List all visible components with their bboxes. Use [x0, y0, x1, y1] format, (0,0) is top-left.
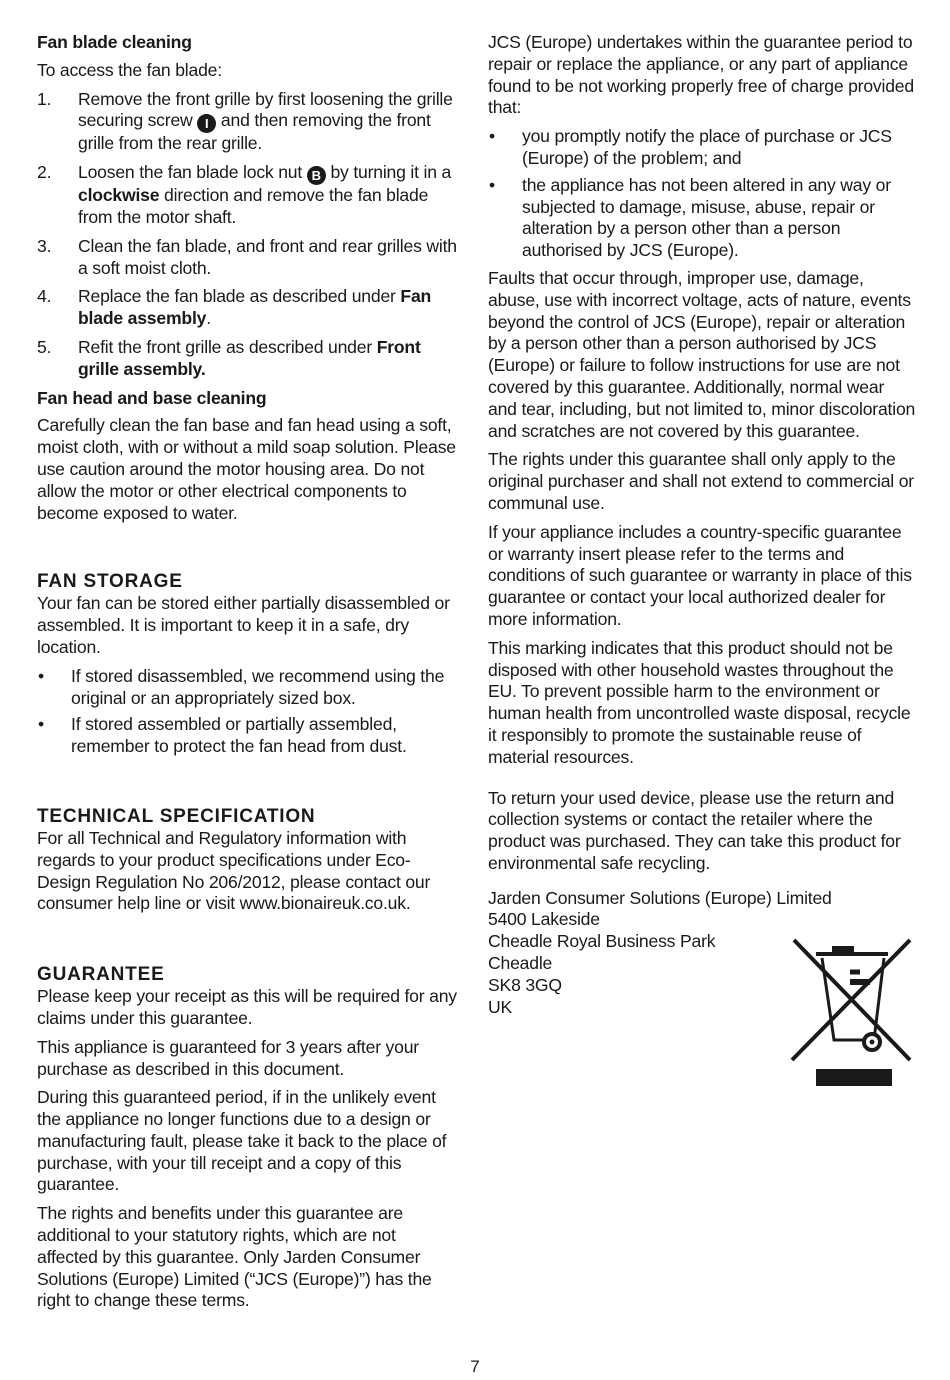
bullet-text: the appliance has not been altered in any way or subjected to damage, misuse, abuse, repair or alteration by a person other than a person authorised by JCS (Europe).	[522, 174, 891, 261]
step-number: 2.	[37, 162, 52, 183]
step-text: by turning it in a	[325, 162, 452, 183]
fan-storage-text: Your fan can be stored either partially disassembled or assembled. It is important to keep it in a safe, dry location.	[37, 593, 450, 657]
guarantee-paragraph: During this guaranteed period, if in the unlikely event the appliance no longer functions due to a design or manufacturing fault, please take it back to the place of purchase, with your till receipt and a copy of this guarantee.	[37, 1087, 447, 1195]
step-emphasis: Fan blade assembly	[78, 286, 432, 329]
fan-head-cleaning-heading: Fan head and base cleaning	[37, 387, 267, 408]
address-line: Cheadle	[488, 953, 553, 974]
list-item	[37, 666, 461, 710]
left-column	[37, 32, 461, 1319]
storage-bullets	[37, 666, 461, 758]
guarantee-paragraph: The rights under this guarantee shall only apply to the original purchaser and shall not extend to commercial or communal use.	[488, 449, 914, 513]
address-line: SK8 3GQ	[488, 974, 562, 995]
step-emphasis: clockwise	[78, 185, 160, 206]
list-item	[488, 126, 916, 170]
guarantee-paragraph: Faults that occur through, improper use, damage, abuse, use with incorrect voltage, acts of nature, events beyond the control of JCS (Europe), repair or alteration by a person other than a person authorised by JCS (Europe) or failure to follow instructions for use are not covered by this guarantee. Additionally, normal wear and tear, including, but not limited to, minor discoloration and scratches are not covered by this guarantee.	[488, 267, 916, 441]
step-3	[37, 236, 461, 280]
step-number: 4.	[37, 286, 52, 307]
bullet-icon: •	[38, 665, 44, 686]
page-number: 7	[470, 1357, 480, 1376]
part-i-badge-icon: I	[197, 114, 216, 133]
right-column	[488, 32, 916, 1018]
address-line: UK	[488, 996, 513, 1017]
step-number: 5.	[37, 336, 52, 357]
guarantee-paragraph: If your appliance includes a country-specific guarantee or warranty insert please refer to the terms and conditions of such guarantee or warranty in place of this guarantee or contact your local authorized dealer for more information.	[488, 521, 912, 629]
list-item	[488, 175, 916, 262]
step-4	[37, 286, 461, 330]
part-b-badge-icon: B	[307, 166, 326, 185]
return-paragraph: To return your used device, please use the return and collection systems or contact the retailer where the product was purchased. They can take this product for environmental safe recycling.	[488, 787, 901, 873]
step-text: Clean the fan blade, and front and rear grilles with a soft moist cloth.	[78, 235, 457, 278]
step-number: 3.	[37, 235, 52, 256]
guarantee-conditions	[488, 126, 916, 262]
weee-paragraph: This marking indicates that this product should not be disposed with other household wastes throughout the EU. To prevent possible harm to the environment or human health from uncontrolled waste disposal, recycle it responsibly to promote the sustainable reuse of material resources.	[488, 637, 911, 767]
step-text: Loosen the fan blade lock nut	[78, 162, 307, 183]
fan-blade-steps	[37, 89, 461, 381]
step-text: .	[206, 308, 211, 329]
guarantee-paragraph: This appliance is guaranteed for 3 years after your purchase as described in this document.	[37, 1036, 419, 1079]
fan-blade-cleaning-heading: Fan blade cleaning	[37, 32, 192, 52]
guarantee-paragraph: Please keep your receipt as this will be required for any claims under this guarantee.	[37, 986, 457, 1028]
guarantee-paragraph: The rights and benefits under this guarantee are additional to your statutory rights, which are not affected by this guarantee. Only Jarden Consumer Solutions (Europe) Limited (“JCS (Europe)”) has the right to change these terms.	[37, 1203, 432, 1311]
bullet-icon: •	[489, 126, 495, 147]
step-text: direction and remove the fan blade from the motor shaft.	[78, 185, 429, 227]
bullet-text: If stored assembled or partially assembled, remember to protect the fan head from dust.	[71, 714, 407, 757]
bullet-text: If stored disassembled, we recommend using the original or an appropriately sized box.	[71, 665, 445, 708]
step-text: Replace the fan blade as described under	[78, 286, 401, 307]
step-text: Refit the front grille as described under	[78, 336, 377, 357]
step-emphasis: Front grille assembly.	[78, 336, 421, 379]
technical-specification-heading: TECHNICAL SPECIFICATION	[37, 805, 316, 827]
crossed-out-wheelie-bin-icon	[788, 932, 914, 1092]
step-text: and then removing the front grille from the rear grille.	[78, 110, 431, 154]
step-number: 1.	[37, 88, 52, 109]
fan-head-cleaning-text: Carefully clean the fan base and fan head using a soft, moist cloth, with or without a mild soap solution. Please use caution around the motor housing area. Do not allow the motor or other electrical components to become exposed to water.	[37, 415, 456, 523]
guarantee-heading: GUARANTEE	[37, 964, 165, 986]
fan-blade-intro: To access the fan blade:	[37, 59, 222, 80]
step-text: Remove the front grille by first loosening the grille securing screw	[78, 88, 453, 131]
bullet-text: you promptly notify the place of purchase or JCS (Europe) of the problem; and	[522, 126, 892, 168]
list-item	[37, 714, 461, 758]
step-5	[37, 337, 461, 381]
address-line: Cheadle Royal Business Park	[488, 931, 716, 952]
bullet-icon: •	[38, 714, 44, 735]
bullet-icon: •	[489, 174, 495, 195]
step-2	[37, 162, 461, 229]
guarantee-terms-intro: JCS (Europe) undertakes within the guarantee period to repair or replace the appliance, or any part of appliance found to be not working properly free of charge provided that:	[488, 32, 914, 118]
address-line: Jarden Consumer Solutions (Europe) Limited	[488, 887, 832, 908]
fan-storage-heading: FAN STORAGE	[37, 571, 183, 593]
address-line: 5400 Lakeside	[488, 909, 600, 930]
step-1	[37, 89, 461, 156]
technical-specification-text: For all Technical and Regulatory information with regards to your product specifications under Eco-Design Regulation No 206/2012, please contact our consumer help line or visit www.bionaireuk.co.uk.	[37, 827, 431, 914]
